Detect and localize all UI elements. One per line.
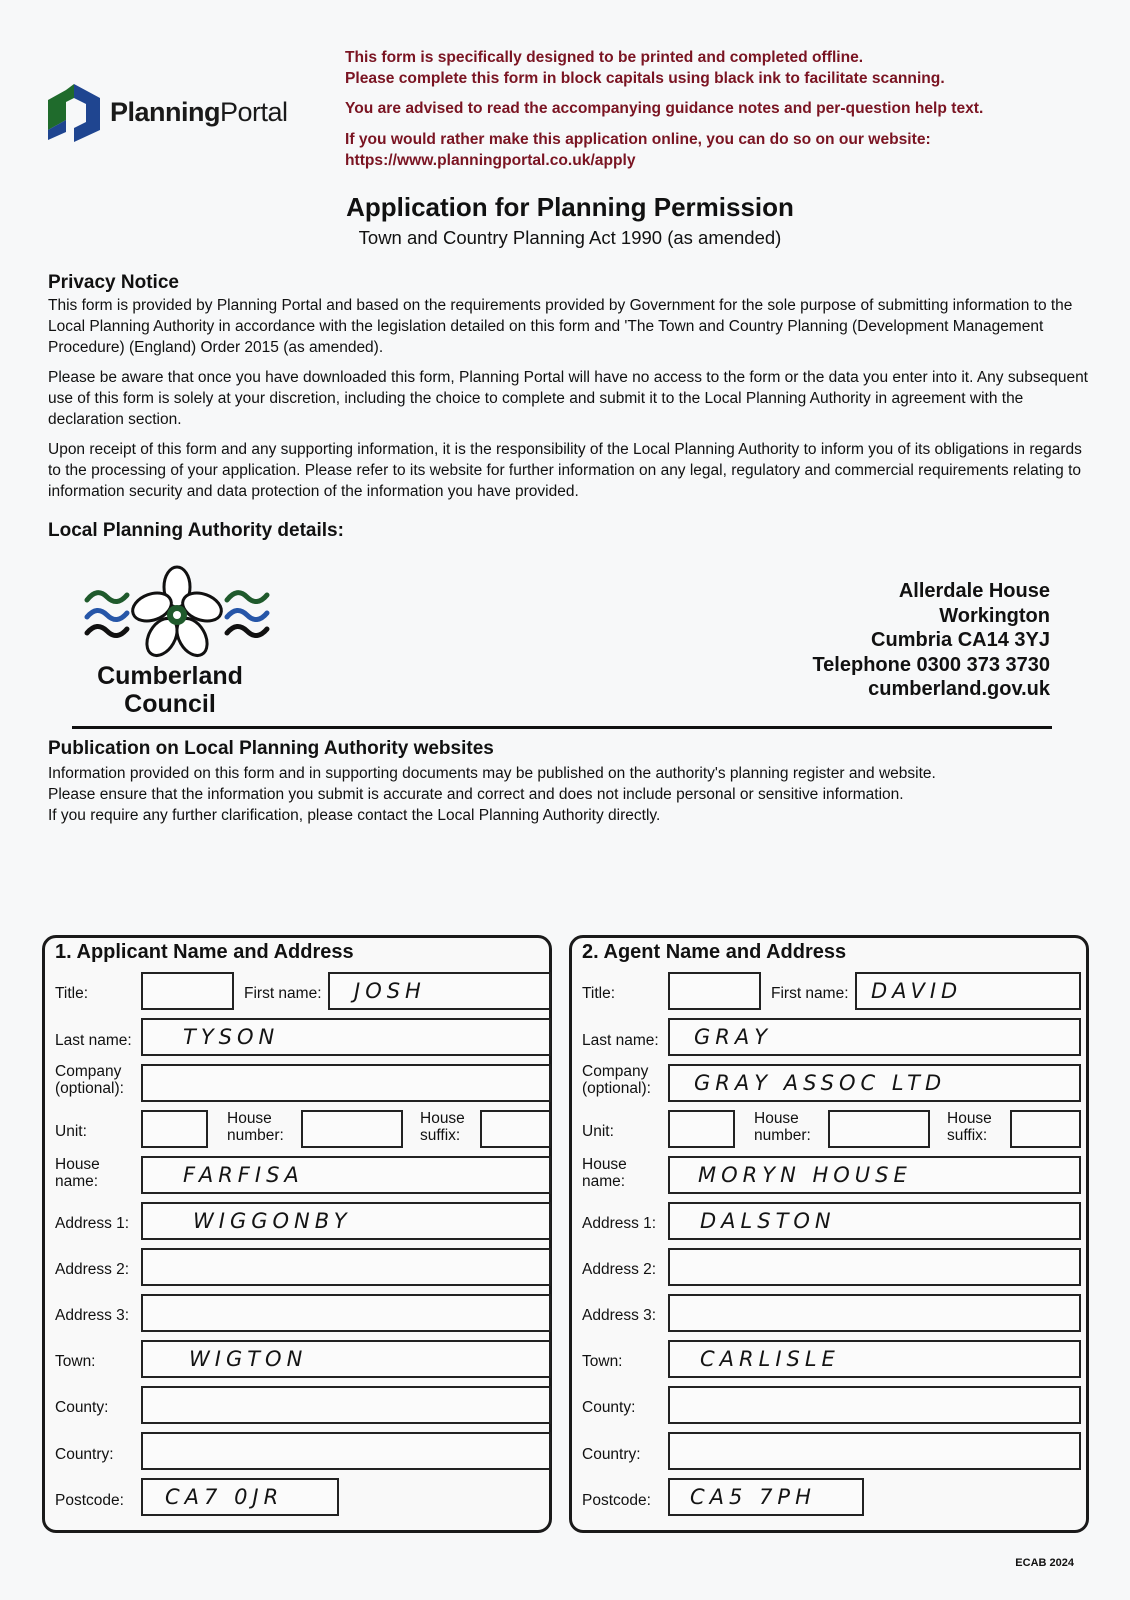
agent-house-number-field[interactable] [828, 1110, 930, 1148]
address1-label: Address 1: [55, 1215, 130, 1232]
lpa-website: cumberland.gov.uk [868, 678, 1050, 700]
notice-block-capitals: Please complete this form in block capitals using black ink to facilitate scanning. [345, 70, 945, 87]
agent-address1-field[interactable]: DALSTON [668, 1202, 1081, 1240]
unit-label: Unit: [582, 1123, 614, 1140]
first-name-label: First name: [244, 985, 322, 1002]
agent-address2-field[interactable] [668, 1248, 1081, 1286]
address3-label: Address 3: [55, 1307, 130, 1324]
agent-house-suffix-field[interactable] [1010, 1110, 1081, 1148]
publication-line-3: If you require any further clarification, please contact the Local Planning Authority directly. [48, 807, 661, 824]
company-label: Company (optional): [55, 1063, 124, 1097]
flower-waves-icon [82, 565, 272, 665]
privacy-paragraph-2: Please be aware that once you have downloaded this form, Planning Portal will have no access to the form or the data you enter into it. Any subsequent use of this form is solely at your discretion, including the choice to complete and submit it to the Local Planning Authority in agreement with the declaration section. [48, 369, 1088, 428]
applicant-address2-field[interactable] [141, 1248, 551, 1286]
applicant-town-field[interactable]: WIGTON [141, 1340, 551, 1378]
agent-postcode-field[interactable]: CA5 7PH [668, 1478, 864, 1516]
applicant-section [42, 935, 552, 1533]
applicant-house-name-field[interactable]: FARFISA [141, 1156, 551, 1194]
address2-label: Address 2: [582, 1261, 657, 1278]
country-label: Country: [55, 1446, 114, 1463]
last-name-label: Last name: [55, 1032, 132, 1049]
house-suffix-label: House suffix: [947, 1110, 992, 1144]
publication-line-1: Information provided on this form and in supporting documents may be published on the authority's planning register and website. [48, 765, 936, 782]
applicant-last-name-field[interactable]: TYSON [141, 1018, 551, 1056]
agent-unit-field[interactable] [668, 1110, 735, 1148]
agent-company-field[interactable]: GRAY ASSOC LTD [668, 1064, 1081, 1102]
lpa-address-line: Workington [939, 604, 1050, 627]
unit-label: Unit: [55, 1123, 87, 1140]
title-label: Title: [55, 985, 89, 1002]
privacy-paragraph-3: Upon receipt of this form and any supporting information, it is the responsibility of the Local Planning Authority to inform you of its obligations in regards to the processing of your application. Please refer to its website for further information on any legal, regulatory and commercial requirements relating to information security and data protection of the information you have provided. [48, 441, 1082, 500]
planning-portal-logo-icon [46, 80, 102, 144]
agent-last-name-field[interactable]: GRAY [668, 1018, 1081, 1056]
house-name-label: House name: [55, 1156, 100, 1190]
house-number-label: House number: [227, 1110, 284, 1144]
applicant-house-number-field[interactable] [301, 1110, 403, 1148]
page-subtitle: Town and Country Planning Act 1990 (as amended) [358, 227, 782, 248]
applicant-address3-field[interactable] [141, 1294, 551, 1332]
agent-country-field[interactable] [668, 1432, 1081, 1470]
privacy-heading: Privacy Notice [48, 272, 179, 293]
town-label: Town: [55, 1353, 96, 1370]
lpa-heading: Local Planning Authority details: [48, 520, 344, 541]
publication-heading: Publication on Local Planning Authority websites [48, 738, 494, 759]
agent-town-field[interactable]: CARLISLE [668, 1340, 1081, 1378]
address3-label: Address 3: [582, 1307, 657, 1324]
last-name-label: Last name: [582, 1032, 659, 1049]
form-title-block [0, 192, 1130, 249]
notice-offline: This form is specifically designed to be printed and completed offline. [345, 49, 864, 66]
applicant-company-field[interactable] [141, 1064, 551, 1102]
applicant-house-suffix-field[interactable] [480, 1110, 551, 1148]
agent-address3-field[interactable] [668, 1294, 1081, 1332]
form-code: ECAB 2024 [1015, 1557, 1074, 1569]
notice-url-link[interactable]: https://www.planningportal.co.uk/apply [345, 152, 636, 169]
applicant-first-name-field[interactable]: JOSH [328, 972, 551, 1010]
agent-heading: 2. Agent Name and Address [582, 941, 847, 963]
title-label: Title: [582, 985, 616, 1002]
house-suffix-label: House suffix: [420, 1110, 465, 1144]
first-name-label: First name: [771, 985, 849, 1002]
applicant-address1-field[interactable]: WIGGONBY [141, 1202, 551, 1240]
lpa-address [812, 579, 1050, 702]
county-label: County: [55, 1399, 109, 1416]
agent-title-field[interactable] [668, 972, 761, 1010]
house-number-label: House number: [754, 1110, 811, 1144]
address2-label: Address 2: [55, 1261, 130, 1278]
country-label: Country: [582, 1446, 641, 1463]
applicant-county-field[interactable] [141, 1386, 551, 1424]
agent-house-name-field[interactable]: MORYN HOUSE [668, 1156, 1081, 1194]
county-label: County: [582, 1399, 636, 1416]
house-name-label: House name: [582, 1156, 627, 1190]
postcode-label: Postcode: [582, 1492, 651, 1509]
notice-online: If you would rather make this application online, you can do so on our website: [345, 131, 931, 148]
agent-section [569, 935, 1089, 1533]
postcode-label: Postcode: [55, 1492, 124, 1509]
notice-guidance: You are advised to read the accompanying guidance notes and per-question help text. [345, 100, 984, 117]
town-label: Town: [582, 1353, 623, 1370]
privacy-paragraph-1: This form is provided by Planning Portal and based on the requirements provided by Government for the sole purpose of submitting information to the Local Planning Authority in accordance with the legislation detailed on this form and 'The Town and Country Planning (Development Management Procedure) (England) Order 2015 (as amended). [48, 297, 1073, 356]
lpa-telephone: Telephone 0300 373 3730 [812, 653, 1050, 676]
planning-portal-wordmark: PlanningPortal [110, 96, 288, 127]
publication-line-2: Please ensure that the information you submit is accurate and correct and does not include personal or sensitive information. [48, 786, 904, 803]
applicant-postcode-field[interactable]: CA7 0JR [141, 1478, 339, 1516]
lpa-address-line: Cumbria CA14 3YJ [871, 629, 1050, 651]
council-name: Cumberland Council [97, 662, 243, 718]
agent-county-field[interactable] [668, 1386, 1081, 1424]
applicant-heading: 1. Applicant Name and Address [55, 941, 354, 963]
company-label: Company (optional): [582, 1063, 651, 1097]
applicant-title-field[interactable] [141, 972, 234, 1010]
section-divider [72, 726, 1052, 729]
address1-label: Address 1: [582, 1215, 657, 1232]
page-title: Application for Planning Permission [346, 192, 794, 222]
applicant-country-field[interactable] [141, 1432, 551, 1470]
agent-first-name-field[interactable]: DAVID [855, 972, 1081, 1010]
lpa-address-line: Allerdale House [898, 580, 1050, 602]
planning-portal-logo [46, 80, 306, 144]
applicant-unit-field[interactable] [141, 1110, 208, 1148]
